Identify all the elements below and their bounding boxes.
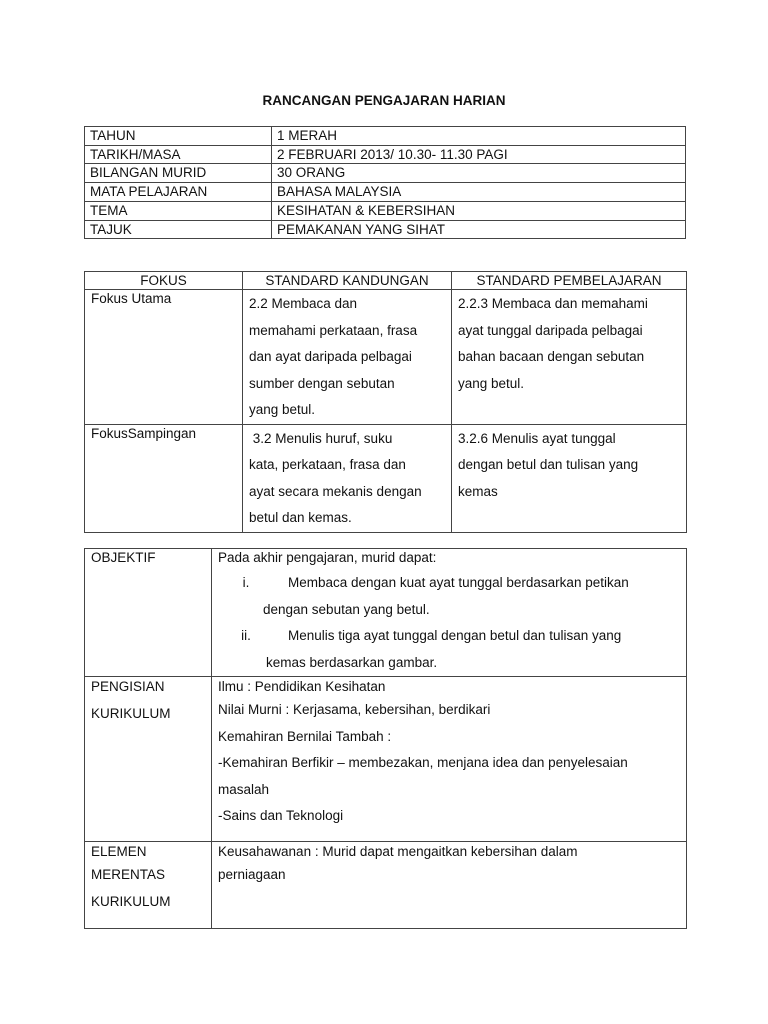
elemen-content bbox=[212, 842, 687, 929]
info-label: TARIKH/MASA bbox=[85, 145, 272, 164]
objektif-lead: Pada akhir pengajaran, murid dapat: bbox=[218, 550, 437, 565]
standard-kandungan bbox=[243, 424, 452, 532]
objektif-content bbox=[212, 549, 687, 677]
standard-kandungan bbox=[243, 290, 452, 425]
table-row bbox=[85, 127, 686, 146]
table-row bbox=[85, 220, 686, 239]
table-row bbox=[85, 290, 687, 425]
info-value: 30 ORANG bbox=[272, 164, 686, 183]
objective-item bbox=[218, 623, 680, 650]
info-label: BILANGAN MURID bbox=[85, 164, 272, 183]
item-text-continued: dengan sebutan yang betul. bbox=[263, 601, 430, 617]
details-table bbox=[84, 548, 687, 929]
text-line: 3.2.6 Menulis ayat tunggal bbox=[458, 430, 616, 446]
table-row bbox=[85, 201, 686, 220]
table-row bbox=[85, 183, 686, 202]
item-text-continued: kemas berdasarkan gambar. bbox=[266, 654, 438, 670]
text-line: Keusahawanan : Murid dapat mengaitkan kebersihan dalam bbox=[218, 844, 578, 859]
text-line: ayat tunggal daripada pelbagai bbox=[458, 322, 643, 338]
column-header: STANDARD KANDUNGAN bbox=[243, 272, 452, 290]
standard-pembelajaran bbox=[452, 290, 687, 425]
column-header: STANDARD PEMBELAJARAN bbox=[452, 272, 687, 290]
text-line: bahan bacaan dengan sebutan bbox=[458, 349, 645, 364]
label-line: ELEMEN bbox=[91, 844, 147, 859]
table-row bbox=[85, 164, 686, 183]
table-row bbox=[85, 842, 687, 929]
pengisian-content bbox=[212, 677, 687, 842]
row-label bbox=[85, 677, 212, 842]
item-text: Menulis tiga ayat tunggal dengan betul dan tulisan yang bbox=[288, 628, 622, 643]
table-row bbox=[85, 677, 687, 842]
text-line: ayat secara mekanis dengan bbox=[249, 483, 422, 499]
text-line: Nilai Murni : Kerjasama, kebersihan, berdikari bbox=[218, 702, 491, 717]
text-line: perniagaan bbox=[218, 867, 286, 882]
page-title: RANCANGAN PENGAJARAN HARIAN bbox=[262, 93, 506, 108]
standard-pembelajaran bbox=[452, 424, 687, 532]
label-line: KURIKULUM bbox=[91, 706, 171, 721]
text-line: -Kemahiran Berfikir – membezakan, menjana idea dan penyelesaian bbox=[218, 755, 628, 770]
info-value: BAHASA MALAYSIA bbox=[272, 183, 686, 202]
label-line: OBJEKTIF bbox=[91, 550, 156, 565]
item-number: ii. bbox=[241, 628, 251, 643]
info-label: TEMA bbox=[85, 201, 272, 220]
focus-type: Fokus Utama bbox=[85, 290, 243, 425]
info-label: TAJUK bbox=[85, 220, 272, 239]
text-line: 2.2.3 Membaca dan memahami bbox=[458, 296, 648, 311]
text-line: yang betul. bbox=[249, 402, 316, 417]
text-line: Kemahiran Bernilai Tambah : bbox=[218, 728, 392, 744]
text-line: sumber dengan sebutan bbox=[249, 375, 395, 391]
text-line: dengan betul dan tulisan yang bbox=[458, 457, 639, 472]
info-label: MATA PELAJARAN bbox=[85, 183, 272, 202]
text-line: yang betul. bbox=[458, 375, 525, 391]
table-row bbox=[85, 145, 686, 164]
text-line: 2.2 Membaca dan bbox=[249, 296, 358, 311]
info-value: 1 MERAH bbox=[272, 127, 686, 146]
column-header: FOKUS bbox=[85, 272, 243, 290]
info-value: KESIHATAN & KEBERSIHAN bbox=[272, 201, 686, 220]
item-text: Membaca dengan kuat ayat tunggal berdasarkan petikan bbox=[288, 575, 629, 590]
text-line: memahami perkataan, frasa bbox=[249, 322, 418, 338]
objective-item bbox=[218, 570, 680, 597]
text-line: -Sains dan Teknologi bbox=[218, 808, 344, 823]
text-line: Ilmu : Pendidikan Kesihatan bbox=[218, 679, 386, 694]
text-line: kemas bbox=[458, 483, 498, 499]
table-row bbox=[85, 549, 687, 677]
text-line: dan ayat daripada pelbagai bbox=[249, 349, 412, 364]
info-value: 2 FEBRUARI 2013/ 10.30- 11.30 PAGI bbox=[272, 145, 686, 164]
text-line: masalah bbox=[218, 781, 270, 797]
table-header-row bbox=[85, 272, 687, 290]
label-line: PENGISIAN bbox=[91, 679, 165, 694]
text-line: 3.2 Menulis huruf, suku bbox=[249, 430, 393, 446]
info-label: TAHUN bbox=[85, 127, 272, 146]
info-value: PEMAKANAN YANG SIHAT bbox=[272, 220, 686, 239]
label-line: KURIKULUM bbox=[91, 893, 171, 909]
row-label bbox=[85, 549, 212, 677]
label-line: MERENTAS bbox=[91, 867, 166, 882]
focus-table bbox=[84, 271, 687, 533]
info-table bbox=[84, 126, 686, 239]
table-row bbox=[85, 424, 687, 532]
item-number: i. bbox=[242, 575, 250, 590]
row-label bbox=[85, 842, 212, 929]
text-line: betul dan kemas. bbox=[249, 510, 352, 525]
focus-type: FokusSampingan bbox=[85, 424, 243, 532]
text-line: kata, perkataan, frasa dan bbox=[249, 457, 406, 472]
